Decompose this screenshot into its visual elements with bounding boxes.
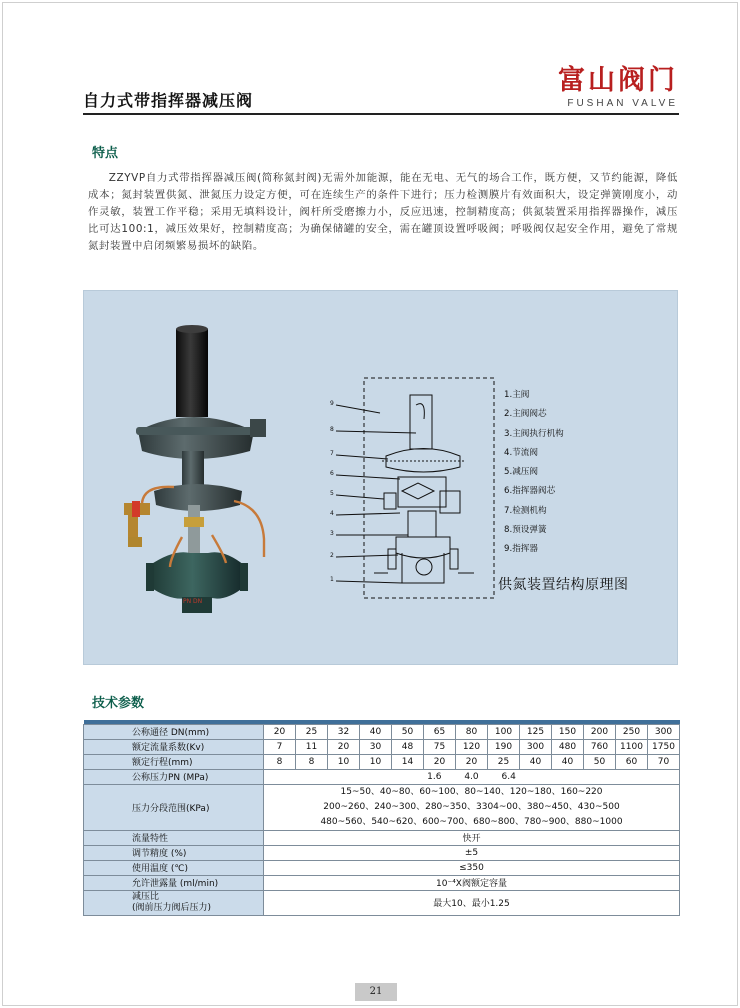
callout-6: 6 [330,470,334,477]
row-label: 公称压力PN (MPa) [84,769,264,784]
row-label: 允许泄露量 (ml/min) [84,875,264,890]
cell: 最大10、最小1.25 [264,890,680,915]
legend-item: 5.减压阀 [504,467,538,478]
cell: 11 [296,739,328,754]
cell: ≤350 [264,860,680,875]
cell: 10 [328,754,360,769]
valve-illustration [84,291,679,666]
cell: 10⁻⁴X阀额定容量 [264,875,680,890]
cell: 7 [264,739,296,754]
table-row [84,830,680,845]
legend-item: 8.预设弹簧 [504,525,547,536]
cell: 快开 [264,830,680,845]
figure-caption: 供氮装置结构原理图 [498,577,629,593]
cell: 150 [552,724,584,739]
callout-4: 4 [330,510,334,517]
callout-9: 9 [330,400,334,407]
table-row [84,754,680,769]
row-label: 额定行程(mm) [84,754,264,769]
row-label: 使用温度 (℃) [84,860,264,875]
callout-7: 7 [330,450,334,457]
brand-name-cn: 富山阀门 [558,65,678,96]
cell: 1750 [648,739,680,754]
callout-5: 5 [330,490,334,497]
cell: 80 [456,724,488,739]
cell: 70 [648,754,680,769]
features-heading: 特点 [92,146,119,161]
row-label-line: 减压比 [132,891,160,902]
cell: 14 [392,754,424,769]
brand-name-en: FUSHAN VALVE [567,98,678,109]
schematic-callouts [330,400,334,583]
cell: ±5 [264,845,680,860]
callout-2: 2 [330,552,334,559]
callout-1: 1 [330,576,334,583]
spec-heading: 技术参数 [92,696,145,711]
cell: 480 [552,739,584,754]
cell: 50 [584,754,616,769]
cell [264,784,680,830]
features-text: ZZYVP自力式带指挥器减压阀(简称氮封阀)无需外加能源，能在无电、无气的场合工作，既方便，又节约能源，降低成本；氮封装置供氮、泄氮压力设定方便，可在连续生产的条件下进行；压力检测膜片有效面积大，设定弹簧刚度小，动作灵敏，装置工作平稳；采用无填料设计，阀杆所受磨擦力小，反应迅速，控制精度高；供氮装置采用指挥器操作，减压比可达100:1，减压效果好，控制精度高；为确保储罐的安全，需在罐顶设置呼吸阀；呼吸阀仅起安全作用，避免了常规氮封装置中启闭频繁易损坏的缺陷。 [88,172,678,252]
cell: 250 [616,724,648,739]
cell: 8 [264,754,296,769]
row-label: 压力分段范围(KPa) [84,784,264,830]
cell: 20 [456,754,488,769]
row-label: 公称通径 DN(mm) [84,724,264,739]
cell: 20 [424,754,456,769]
table-row [84,739,680,754]
cell: 32 [328,724,360,739]
cell: 25 [488,754,520,769]
callout-3: 3 [330,530,334,537]
brand-logo [526,66,678,109]
row-label: 调节精度 (%) [84,845,264,860]
range-line: 15~50、40~80、60~100、80~140、120~180、160~220 [340,786,603,797]
cell: 760 [584,739,616,754]
row-label-line: (阀前压力阀后压力) [132,902,212,913]
cell: 30 [360,739,392,754]
legend-item: 7.检测机构 [504,505,547,516]
legend-item: 3.主阀执行机构 [504,428,564,439]
cell: 8 [296,754,328,769]
cell: 125 [520,724,552,739]
spec-table [83,720,680,916]
cell: 50 [392,724,424,739]
valve-marking: PN DN [183,598,203,605]
title-rule [83,113,679,115]
cell: 100 [488,724,520,739]
range-line: 480~560、540~620、600~700、680~800、780~900、880~1000 [320,816,623,827]
cell: 48 [392,739,424,754]
table-row [84,784,680,830]
cell: 25 [296,724,328,739]
callout-8: 8 [330,426,334,433]
cell: 75 [424,739,456,754]
cell: 10 [360,754,392,769]
cell: 300 [648,724,680,739]
cell: 20 [328,739,360,754]
cell: 1100 [616,739,648,754]
table-row [84,769,680,784]
cell: 190 [488,739,520,754]
cell: 40 [520,754,552,769]
cell: 300 [520,739,552,754]
cell: 20 [264,724,296,739]
legend-item: 4.节流阀 [504,447,538,458]
page-title: 自力式带指挥器减压阀 [83,91,254,110]
table-row [84,890,680,915]
figure-legend [504,386,564,560]
schematic-diagram [336,378,494,598]
table-row [84,845,680,860]
row-label [84,890,264,915]
valve-photo [124,325,266,613]
legend-item: 2.主阀阀芯 [504,409,547,420]
table-row [84,724,680,739]
cell: 40 [552,754,584,769]
cell: 40 [360,724,392,739]
table-row [84,860,680,875]
legend-item: 6.指挥器阀芯 [504,486,556,497]
cell: 1.6 4.0 6.4 [264,769,680,784]
cell: 65 [424,724,456,739]
figure-panel [83,290,678,665]
cell: 200 [584,724,616,739]
table-row [84,875,680,890]
legend-item: 1.主阀 [504,390,530,400]
cell: 120 [456,739,488,754]
page-number: 21 [355,983,397,1001]
row-label: 流量特性 [84,830,264,845]
range-line: 200~260、240~300、280~350、3304~00、380~450、430~500 [323,801,620,812]
row-label: 额定流量系数(Kv) [84,739,264,754]
legend-item: 9.指挥器 [504,544,538,555]
cell: 60 [616,754,648,769]
